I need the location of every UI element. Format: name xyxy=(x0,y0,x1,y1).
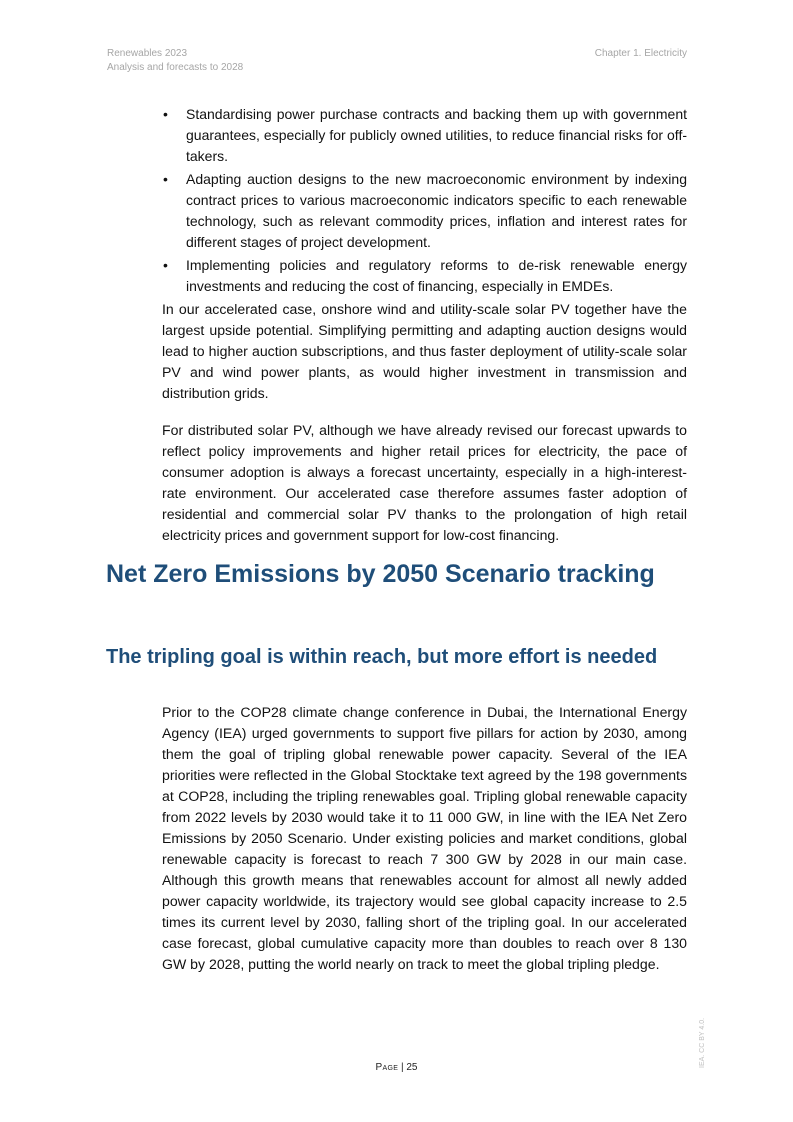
paragraph-accelerated-case: In our accelerated case, onshore wind and utility-scale solar PV together have the largest upside potential. Simplifying permitting and adapting auction designs would lead to higher auction subscriptions, and thus faster deployment of utility-scale solar PV and wind power plants, as would higher investment in transmission and distribution grids. xyxy=(162,301,687,401)
chapter-header: Chapter 1. Electricity xyxy=(594,48,687,59)
paragraph-distributed-solar: For distributed solar PV, although we have already revised our forecast upwards to reflect policy improvements and higher retail prices for electricity, the pace of consumer adoption is always a forecast uncertainty, especially in a high-interest-rate environment. Our accelerated case therefore assumes faster adoption of residential and commercial solar PV thanks to the prolongation of high retail electricity prices and government support for low-cost financing. xyxy=(162,422,687,543)
subsection-heading: The tripling goal is within reach, but more effort is needed xyxy=(106,646,658,668)
list-item xyxy=(162,104,687,167)
list-item xyxy=(162,255,687,297)
page-number-value: 25 xyxy=(406,1062,418,1073)
page-label: Page xyxy=(375,1062,399,1073)
bullet-text: Standardising power purchase contracts and backing them up with government guarantees, especially for publicly owned utilities, to reduce financial risks for off-takers. xyxy=(186,106,687,164)
page-number xyxy=(0,1062,793,1073)
license-notice: IEA. CC BY 4.0. xyxy=(699,1017,706,1068)
bullet-icon: • xyxy=(163,257,168,273)
section-heading: Net Zero Emissions by 2050 Scenario tracking xyxy=(106,560,655,588)
report-title: Renewables 2023 xyxy=(107,48,188,59)
bullet-text: Implementing policies and regulatory reforms to de-risk renewable energy investments and reducing the cost of financing, especially in EMDEs. xyxy=(186,257,687,294)
bullet-text: Adapting auction designs to the new macroeconomic environment by indexing contract prices to various macroeconomic indicators specific to each renewable technology, such as relevant commodity prices, inflation and interest rates for different stages of project development. xyxy=(186,171,687,250)
paragraph-tripling-goal: Prior to the COP28 climate change conference in Dubai, the International Energy Agency (IEA) urged governments to support five pillars for action by 2030, among them the goal of tripling global renewable power capacity. Several of the IEA priorities were reflected in the Global Stocktake text agreed by the 198 governments at COP28, including the tripling renewables goal. Tripling global renewable capacity from 2022 levels by 2030 would take it to 11 000 GW, in line with the IEA Net Zero Emissions by 2050 Scenario. Under existing policies and market conditions, global renewable capacity is forecast to reach 7 300 GW by 2028 in our main case. Although this growth means that renewables account for almost all newly added power capacity worldwide, its trajectory would see global capacity increase to 2.5 times its current level by 2030, falling short of the tripling goal. In our accelerated case forecast, global cumulative capacity more than doubles to reach over 8 130 GW by 2028, putting the world nearly on track to meet the global tripling pledge. xyxy=(162,704,687,972)
bullet-icon: • xyxy=(163,171,168,187)
bullet-list xyxy=(162,104,687,297)
section-content xyxy=(162,702,687,991)
page-separator: | xyxy=(400,1062,404,1073)
report-subtitle: Analysis and forecasts to 2028 xyxy=(107,62,244,73)
list-item xyxy=(162,169,687,253)
body-content xyxy=(162,104,687,562)
bullet-icon: • xyxy=(163,106,168,122)
running-header-left xyxy=(107,47,243,75)
